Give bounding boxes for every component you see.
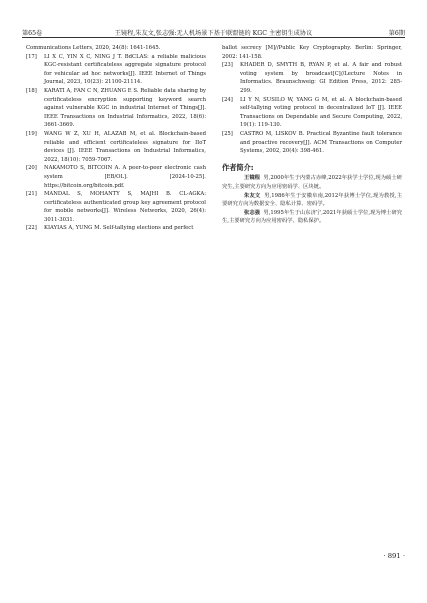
author-name: 朱友文 (244, 192, 261, 199)
reference-text: MANDAL S, MOHANTY S, MAJHI B. CL-AGKA: certificateless authenticated group key agreement protocol for mobile networks[J]. Wireless Networks, 2020, 26(4): 3011-3031. (44, 191, 206, 223)
reference-text: WANG W Z, XU H, ALAZAB M, et al. Blockchain-based reliable and efficient certificateless signature for IIoT devices [J]. IEEE Transactions on Industrial Informatics, 2022, 18(10): 7059-7067. (44, 130, 206, 163)
reference-item (26, 53, 206, 87)
author-bio (222, 192, 402, 209)
reference-number: [20] (26, 165, 37, 172)
reference-item (26, 164, 206, 190)
reference-continuation: Communications Letters, 2020, 24(8): 1641-1645. (26, 45, 161, 51)
reference-text: CASTRO M, LISKOV B. Practical Byzantine fault tolerance and proactive recovery[J]. ACM Transactions on Computer Systems, 2002, 20(4): 398-461. (240, 130, 402, 155)
reference-item (222, 130, 402, 156)
reference-number: [23] (222, 62, 233, 69)
reference-number: [18] (26, 87, 37, 94)
reference-item (26, 190, 206, 224)
running-title: 王镜程,朱友文,张志强:无人机场景下基于联盟链的 KGC 主密钥生成协议 (114, 30, 313, 37)
reference-number: [25] (222, 130, 233, 137)
reference-item (26, 130, 206, 164)
author-bio-text: 男,2000年生于内蒙古赤峰,2022年获学士学位,现为硕士研究生,主要研究方向为应用密码学、区块链。 (222, 175, 402, 190)
issue-label: 第6期 (388, 30, 405, 37)
reference-number: [21] (26, 191, 37, 198)
author-bio (222, 174, 402, 191)
author-name: 王镜程 (244, 175, 260, 182)
reference-number: [19] (26, 130, 37, 137)
reference-number: [24] (222, 96, 233, 103)
volume-label: 第65卷 (22, 30, 43, 37)
reference-text: LI Y N, SUSILO W, YANG G M, et al. A blockchain-based self-tallying voting protocol in decentralized IoT [J]. IEEE Transactions on Dependable and Secure Computing, 2022, 19(1): 119-130. (240, 96, 402, 129)
author-bio-text: 男,1995年生于山东济宁,2021年获硕士学位,现为博士研究生,主要研究方向为应用密码学、隐私保护。 (222, 209, 402, 225)
page-header (0, 0, 427, 36)
author-name: 张志强 (244, 209, 260, 216)
reference-item (222, 61, 402, 95)
left-column (26, 44, 206, 233)
reference-text: NAKAMOTO S, BITCOIN A. A peer-to-peer electronic cash system [EB/OL]. [2024-10-25]. https://bitcoin.org/bitcoin.pdf. (44, 165, 206, 189)
reference-item (26, 87, 206, 130)
right-column (222, 44, 402, 226)
reference-number: [22] (26, 225, 37, 232)
reference-item (222, 96, 402, 130)
reference-text: KIAYIAS A, YUNG M. Self-tallying elections and perfect (44, 225, 194, 232)
reference-continuation: ballot secrecy [M]//Public Key Cryptography. Berlin: Springer, 2002: 141-158. (222, 45, 402, 60)
author-bio (222, 209, 402, 226)
reference-number: [17] (26, 53, 37, 60)
reference-text: LI X C, YIN X C, NING J T. BdCLAS: a reliable malicious KGC-resistant certificateless aggregate signature protocol for vehicular ad hoc networks[J]. IEEE Internet of Things Journal, 2023, 10(23): 21100-21114. (44, 53, 206, 86)
reference-text: KHADER D, SMYTH B, RYAN P, et al. A fair and robust voting system by broadcast[C]//Lecture Notes in Informatics. Braunschweig: GI Edition Press, 2012: 285-299. (240, 62, 402, 94)
page-number: · 891 · (383, 552, 405, 560)
author-bio-text: 男,1986年生于安徽阜南,2012年获博士学位,现为教授,主要研究方向为数据安全、隐私计算、密码学。 (222, 192, 402, 208)
reference-item (26, 224, 206, 233)
author-bio-heading: 作者简介: (222, 162, 254, 172)
header-rule (22, 37, 405, 38)
reference-text: KARATI A, FAN C N, ZHUANG E S. Reliable data sharing by certificateless encryption supporting keyword search against vulnerable KGC in industrial Internet of Things[J]. IEEE Transactions on Industrial Informatics, 2022, 18(6): 3661-3669. (44, 87, 206, 129)
